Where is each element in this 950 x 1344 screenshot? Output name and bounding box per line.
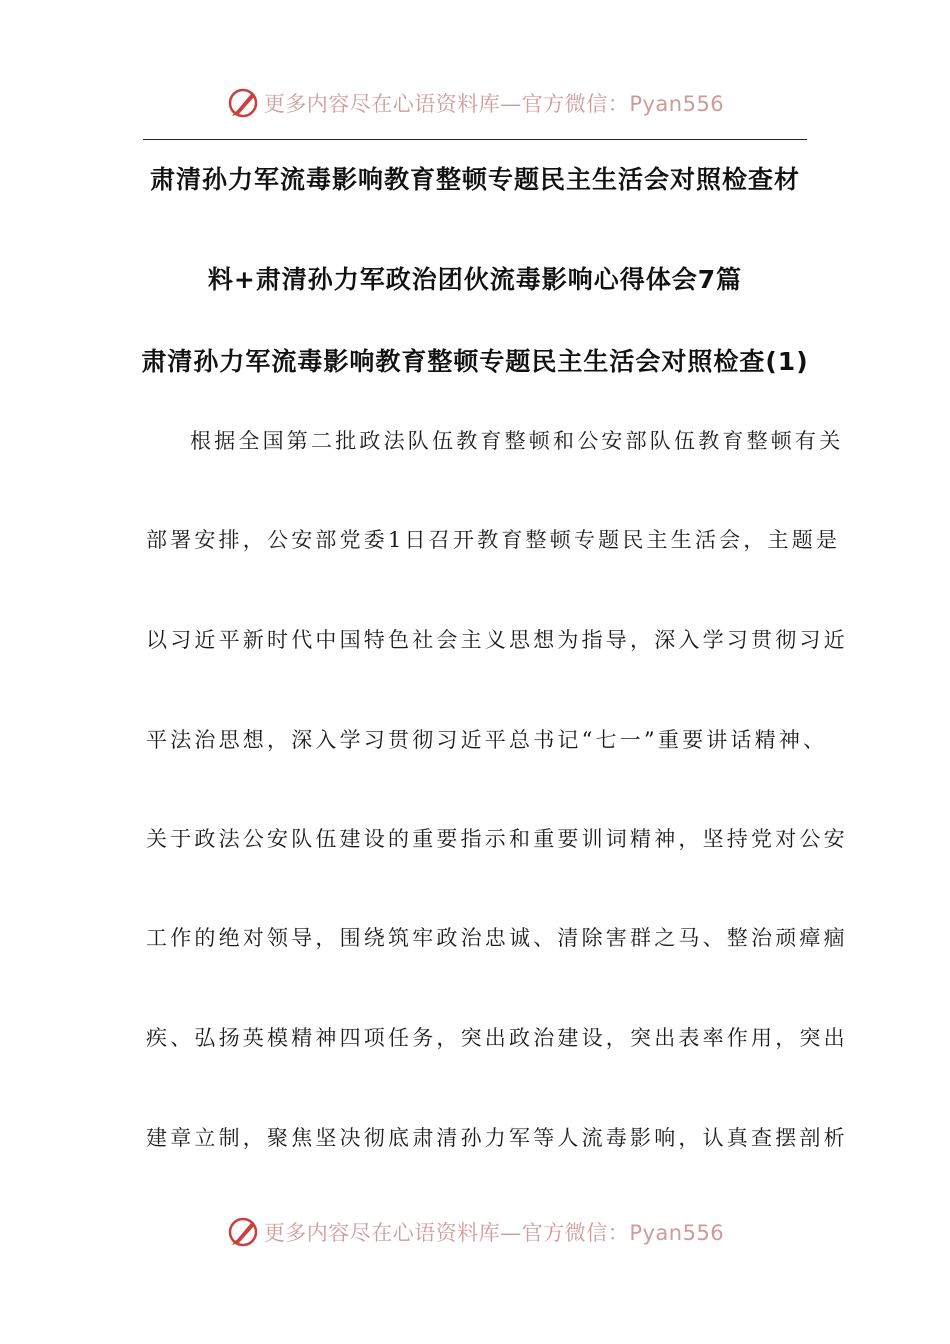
body-line: 根据全国第二批政法队伍教育整顿和公安部队伍教育整顿有关 bbox=[190, 429, 844, 453]
banner-main-text: 更多内容尽在心语资料库—官方微信： bbox=[263, 1221, 630, 1245]
wechat-handle: Pyan556 bbox=[629, 1221, 725, 1245]
header-divider bbox=[143, 139, 807, 140]
pen-logo-icon bbox=[226, 1215, 260, 1249]
pen-logo-icon bbox=[226, 86, 260, 120]
banner-main-text: 更多内容尽在心语资料库—官方微信： bbox=[263, 92, 630, 116]
section-subtitle: 肃清孙力军流毒影响教育整顿专题民主生活会对照检查(1) bbox=[141, 347, 809, 376]
body-line: 建章立制，聚焦坚决彻底肃清孙力军等人流毒影响，认真查摆剖析 bbox=[146, 1126, 848, 1150]
body-line: 以习近平新时代中国特色社会主义思想为指导，深入学习贯彻习近 bbox=[146, 628, 848, 652]
banner-text bbox=[264, 88, 724, 118]
body-line: 疾、弘扬英模精神四项任务，突出政治建设，突出表率作用，突出 bbox=[146, 1026, 848, 1050]
title-line-2: 料+肃清孙力军政治团伙流毒影响心得体会7篇 bbox=[207, 265, 743, 294]
body-line: 工作的绝对领导，围绕筑牢政治忠诚、清除害群之马、整治顽瘴痼 bbox=[146, 926, 848, 950]
header-banner bbox=[0, 83, 950, 123]
body-line: 平法治思想，深入学习贯彻习近平总书记“七一”重要讲话精神、 bbox=[146, 728, 828, 752]
wechat-handle: Pyan556 bbox=[629, 92, 725, 116]
banner-text bbox=[264, 1217, 724, 1247]
title-line-1: 肃清孙力军流毒影响教育整顿专题民主生活会对照检查材 bbox=[149, 165, 800, 194]
body-line: 部署安排，公安部党委1日召开教育整顿专题民主生活会，主题是 bbox=[146, 528, 841, 552]
footer-banner bbox=[0, 1212, 950, 1252]
body-line: 关于政法公安队伍建设的重要指示和重要训词精神，坚持党对公安 bbox=[146, 827, 848, 851]
